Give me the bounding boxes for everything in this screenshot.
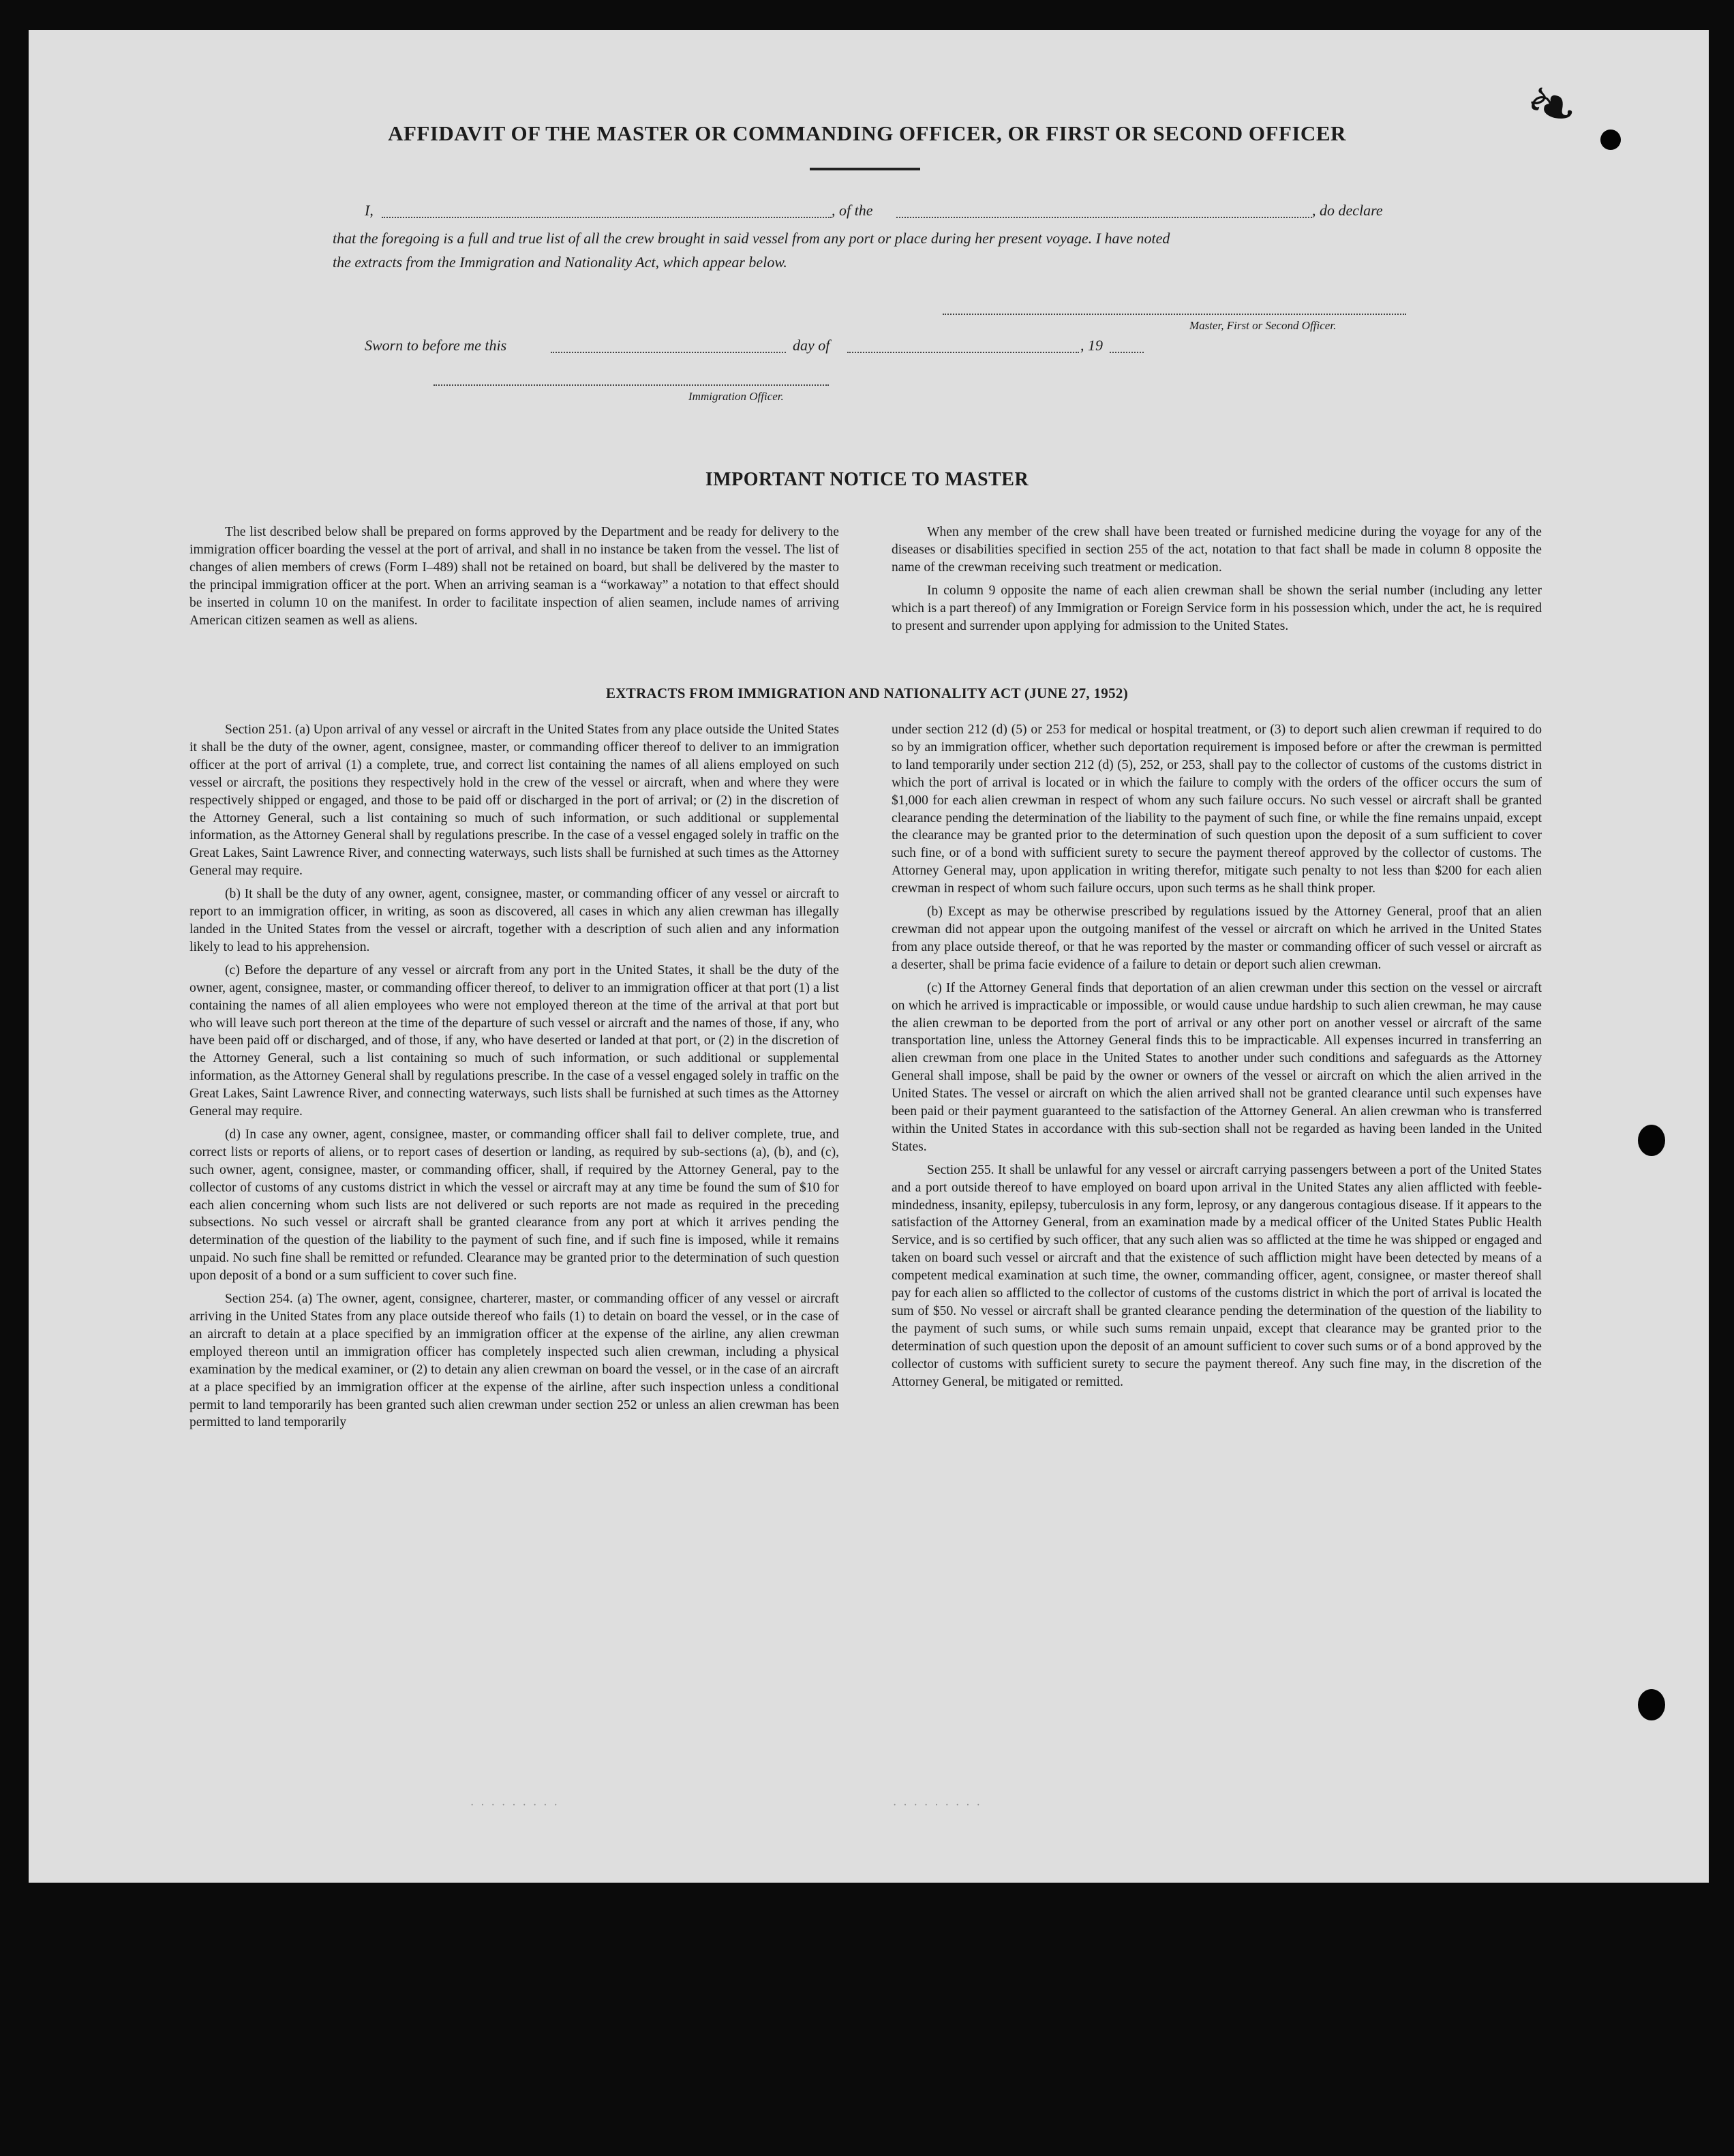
notice-paragraph: The list described below shall be prepared on forms approved by the Department and be ready for delivery to the immigration officer boarding the vessel at the port of arrival, and shall in no instance be taken from the vessel. The list of changes of alien members of crews (Form I–489) shall not be retained on board, but shall be delivered by the master to the principal immigration officer at the port. When an arriving seaman is a “workaway” a notation to that effect should be inserted in column 10 on the manifest. In order to facilitate inspection of alien seamen, include names of arriving American citizen seamen as well as aliens. <box>189 525 839 628</box>
extracts-left-column <box>189 721 839 1431</box>
title-divider <box>810 168 920 170</box>
sworn-day-blank-line <box>551 352 786 353</box>
section-254-c: (c) If the Attorney General finds that deportation of an alien crewman under this section on the vessel or aircraft on which he arrived is impracticable or impossible, or would cause undue hardship to such alien crewman, he may cause the alien crewman to be deported from the port of arrival or any other port on another vessel or aircraft of the same transportation line, unless the Attorney General finds this to be impracticable. All expenses incurred in transferring an alien crewman from one place in the United States to another under such conditions and safeguards as the Attorney General shall impose, shall be paid by the owner or owners of the vessel or aircraft on which the alien arrived in the United States. The vessel or aircraft on which the alien arrived shall not be granted clearance until such expenses have been paid or their payment guaranteed to the satisfaction of the Attorney General. An alien crewman who is transferred within the United States in accordance with this sub-section shall not be regarded as having been landed in the United States. <box>892 980 1542 1154</box>
master-signature-line <box>943 314 1406 315</box>
section-251-b: (b) It shall be the duty of any owner, agent, consignee, master, or commanding officer of any vessel or aircraft to report to an immigration officer, in writing, as soon as discovered, all cases in which any alien crewman has illegally landed in the United States from the vessel or aircraft, together with a description of such alien and any information likely to lead to his apprehension. <box>189 887 839 954</box>
section-251-c: (c) Before the departure of any vessel or aircraft from any port in the United States, it shall be the duty of the owner, agent, consignee, master, or commanding officer thereof, to deliver to an immigration officer at that port (1) a list containing the names of all alien employees who were not employed thereon at the time of the arrival at that port but who will leave such port thereon at the time of the departure of such vessel or aircraft and the names of those, if any, who have been paid off or discharged, and of those, if any, who have deserted or landed at that port, or (2) in the discretion of the Attorney General, such a list containing so much of such information, or such additional or supplemental information, as the Attorney General shall by regulations prescribe. In the case of a vessel engaged solely in traffic on the Great Lakes, Saint Lawrence River, and connecting waterways, such lists shall be furnished at such times as the Attorney General may require. <box>189 962 839 1119</box>
section-254-b: (b) Except as may be otherwise prescribed by regulations issued by the Attorney General, proof that an alien crewman did not appear upon the outgoing manifest of the vessel or aircraft on which he arrived in the United States from any place outside thereof, or that he was reported by the master or commanding officer of such vessel or aircraft as a deserter, shall be prima facie evidence of a failure to detain or deport such alien crewman. <box>892 905 1542 972</box>
section-254-a-continued: under section 212 (d) (5) or 253 for medical or hospital treatment, or (3) to deport such alien crewman if required to do so by an immigration officer, whether such deportation requirement is imposed before or after the crewman is permitted to land temporarily under section 212 (d) (5), 252, or 253, shall pay to the collector of customs of the customs district in which the port of arrival is located or in which the failure to comply with the orders of the officer occurs the sum of $1,000 for each alien crewman in respect of whom any such failure occurs. No such vessel or aircraft shall be granted clearance pending the determination of the liability to the payment of such fine, or while the fine remains unpaid, except the clearance may be granted prior to the determination of such question upon the deposit of a sum sufficient to cover such fine, or of a bond with sufficient surety to secure the payment thereof approved by the collector of customs. The Attorney General may, upon application in writing therefor, mitigate such penalty to not less than $200 for each alien crewman in respect of whom such failure occurs, upon such terms as he shall think proper. <box>892 723 1542 896</box>
notice-paragraph: In column 9 opposite the name of each alien crewman shall be shown the serial number (including any letter which is a part thereof) of any Immigration or Foreign Service form in his possession which, under the act, he is required to present and surrender upon applying for admission to the United States. <box>892 583 1542 633</box>
punch-hole-bottom <box>1638 1689 1665 1720</box>
sworn-before-label: Sworn to before me this <box>365 337 507 354</box>
notice-paragraph: When any member of the crew shall have been treated or furnished medicine during the voyage for any of the diseases or disabilities specified in section 255 of the act, notation to that fact shall be made in column 8 opposite the name of the crewman receiving such treatment or medication. <box>892 525 1542 575</box>
affidavit-statement-line: the extracts from the Immigration and Nationality Act, which appear below. <box>333 254 787 271</box>
master-signature-label: Master, First or Second Officer. <box>1189 319 1337 332</box>
bleed-through-text: · · · · · · · · · <box>893 1800 982 1811</box>
immigration-officer-label: Immigration Officer. <box>688 390 784 403</box>
affidavit-do-declare-label: , do declare <box>1312 202 1383 219</box>
notice-left-column <box>189 523 839 629</box>
affidavit-title: AFFIDAVIT OF THE MASTER OR COMMANDING OFFICER, OR FIRST OR SECOND OFFICER <box>388 121 1346 145</box>
affidavit-i-label: I, <box>365 202 374 219</box>
section-251-d: (d) In case any owner, agent, consignee, master, or commanding officer shall fail to deliver complete, true, and correct lists or reports of aliens, or to report cases of desertion or landing, as required by sub-sections (a), (b), and (c), such owner, agent, consignee, master, or commanding officer, shall, if required by the Attorney General, pay to the collector of customs of any customs district in which the vessel or aircraft may at any time be found the sum of $10 for each alien concerning whom such lists are not delivered or such reports are not made as required in the preceding subsections. No such vessel or aircraft shall be granted clearance from any port at which it arrives pending the determination of the question of the liability to the payment of such fine, and if such fine is imposed, while it remains unpaid. No such fine shall be remitted or refunded. Clearance may be granted prior to the determination of such question upon deposit of a bond or a sum sufficient to cover such fine. <box>189 1127 839 1284</box>
year-label: , 19 <box>1080 337 1103 354</box>
day-of-label: day of <box>793 337 830 354</box>
immigration-officer-signature-line <box>434 384 829 386</box>
name-blank-line <box>382 217 832 218</box>
extracts-title: EXTRACTS FROM IMMIGRATION AND NATIONALITY ACT (JUNE 27, 1952) <box>606 685 1128 701</box>
sworn-month-blank-line <box>847 352 1079 353</box>
extracts-right-column <box>892 721 1542 1391</box>
sworn-year-blank-line <box>1110 352 1144 353</box>
affidavit-of-the-label: , of the <box>832 202 873 219</box>
affidavit-statement-line: that the foregoing is a full and true list of all the crew brought in said vessel from any port or place during her present voyage. I have noted <box>333 230 1170 247</box>
bleed-through-text: · · · · · · · · · <box>470 1800 560 1811</box>
punch-hole-middle <box>1638 1125 1665 1156</box>
notice-right-column <box>892 523 1542 635</box>
notice-title: IMPORTANT NOTICE TO MASTER <box>705 469 1029 490</box>
ink-mark-icon: ❧ <box>1516 66 1588 147</box>
section-255: Section 255. It shall be unlawful for any vessel or aircraft carrying passengers between a port of the United States and a port outside thereof to have employed on board upon arrival in the United States any alien afflicted with feeble-mindedness, insanity, epilepsy, tuberculosis in any form, leprosy, or any dangerous contagious disease. If it appears to the satisfaction of the Attorney General, from an examination made by a medical officer of the United States Public Health Service, and is so certified by such officer, that any such alien was so afflicted at the time he was shipped or engaged and taken on board such vessel or aircraft and that the existence of such affliction might have been detected by means of a competent medical examination at such time, the owner, commanding officer, agent, consignee, or master thereof shall pay for each alien so afflicted to the collector of customs of the customs district in which the port of arrival is located the sum of $50. No vessel or aircraft shall be granted clearance pending the determination of the question of the liability to the payment of such sums, or while such sums remain unpaid, except that clearance may be granted prior to the determination of such question upon the deposit of an amount sufficient to cover such sums or of a bond approved by the collector of customs with sufficient surety to secure the payment thereof. Any such fine may, in the discretion of the Attorney General, be mitigated or remitted. <box>892 1162 1542 1389</box>
section-254-a: Section 254. (a) The owner, agent, consignee, charterer, master, or commanding officer of any vessel or aircraft arriving in the United States from any place outside thereof who fails (1) to detain on board the vessel, or in the case of an aircraft to detain at a place specified by an immigration officer at the expense of the airline, any alien crewman employed thereon until an immigration officer has completely inspected such alien crewman, including a physical examination by the medical examiner, or (2) to detain any alien crewman on board the vessel, or in the case of an aircraft at a place specified by an immigration officer at the expense of the airline, after such inspection unless a conditional permit to land temporarily has been granted such alien crewman under section 252 or unless an alien crewman has been permitted to land temporarily <box>189 1292 839 1430</box>
section-251-a: Section 251. (a) Upon arrival of any vessel or aircraft in the United States from any place outside the United States it shall be the duty of the owner, agent, consignee, master, or commanding officer thereof to deliver to an immigration officer at the port of arrival (1) a complete, true, and correct list containing the names of all aliens employed on such vessel or aircraft, the positions they respectively hold in the crew of the vessel or aircraft, when and where they were respectively shipped or engaged, and those to be paid off or discharged in the port of arrival; or (2) in the discretion of the Attorney General, such a list containing so much of such information, or such additional or supplemental information, as the Attorney General shall by regulations prescribe. In the case of a vessel engaged solely in traffic on the Great Lakes, Saint Lawrence River, and connecting waterways, such lists shall be furnished at such times as the Attorney General may require. <box>189 723 839 879</box>
vessel-blank-line <box>896 217 1312 218</box>
